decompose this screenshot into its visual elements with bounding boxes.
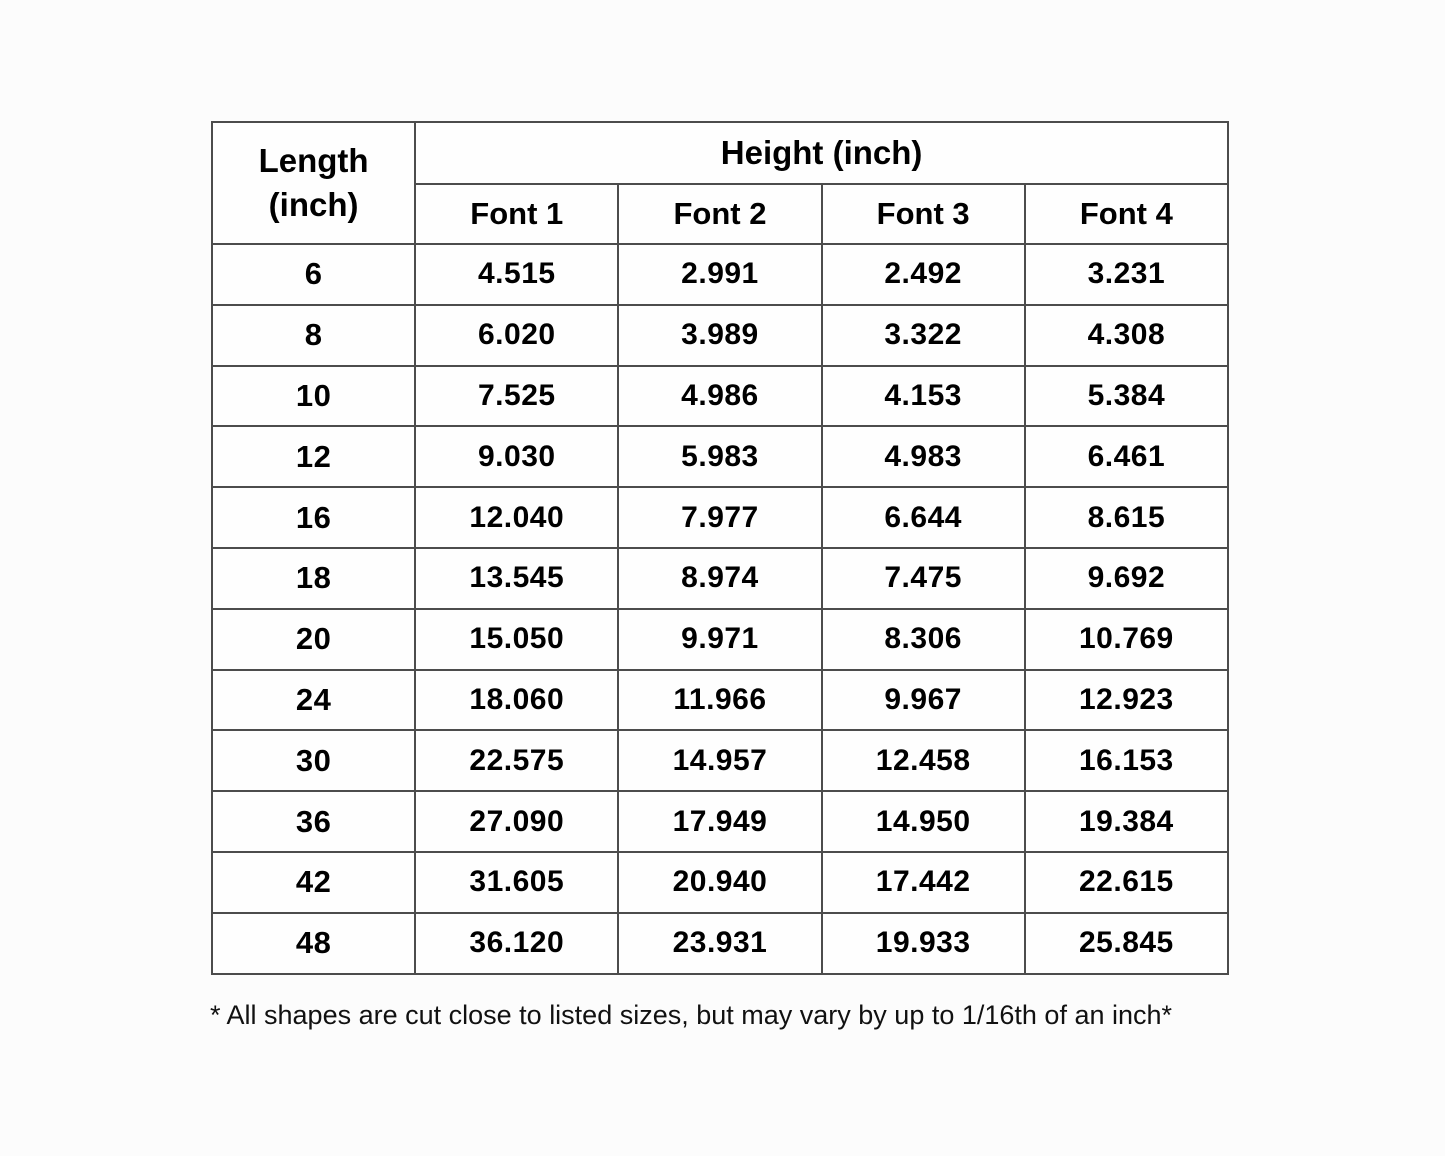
height-cell: 17.442: [822, 852, 1025, 913]
height-cell: 3.989: [618, 305, 821, 366]
height-cell: 9.971: [618, 609, 821, 670]
length-cell: 30: [212, 730, 415, 791]
height-cell: 3.231: [1025, 244, 1228, 305]
height-cell: 7.977: [618, 487, 821, 548]
height-cell: 8.306: [822, 609, 1025, 670]
height-cell: 9.967: [822, 670, 1025, 731]
table-row: [212, 730, 1228, 791]
length-cell: 16: [212, 487, 415, 548]
height-cell: 4.986: [618, 366, 821, 427]
height-cell: 9.030: [415, 426, 618, 487]
height-cell: 8.615: [1025, 487, 1228, 548]
length-cell: 48: [212, 913, 415, 974]
height-cell: 18.060: [415, 670, 618, 731]
height-cell: 20.940: [618, 852, 821, 913]
height-cell: 10.769: [1025, 609, 1228, 670]
height-cell: 17.949: [618, 791, 821, 852]
length-cell: 36: [212, 791, 415, 852]
height-cell: 7.475: [822, 548, 1025, 609]
height-cell: 19.933: [822, 913, 1025, 974]
table-row: [212, 913, 1228, 974]
length-cell: 10: [212, 366, 415, 427]
height-cell: 2.991: [618, 244, 821, 305]
table-row: [212, 609, 1228, 670]
length-cell: 20: [212, 609, 415, 670]
height-cell: 4.983: [822, 426, 1025, 487]
height-cell: 13.545: [415, 548, 618, 609]
length-cell: 8: [212, 305, 415, 366]
height-cell: 5.983: [618, 426, 821, 487]
height-cell: 12.458: [822, 730, 1025, 791]
height-cell: 4.515: [415, 244, 618, 305]
length-cell: 12: [212, 426, 415, 487]
table-row: [212, 305, 1228, 366]
height-cell: 6.020: [415, 305, 618, 366]
height-cell: 22.575: [415, 730, 618, 791]
size-chart-table: [211, 121, 1229, 975]
height-cell: 4.153: [822, 366, 1025, 427]
height-cell: 6.644: [822, 487, 1025, 548]
length-cell: 6: [212, 244, 415, 305]
font-2-header: Font 2: [618, 184, 821, 244]
height-cell: 12.040: [415, 487, 618, 548]
height-cell: 4.308: [1025, 305, 1228, 366]
table-row: [212, 244, 1228, 305]
height-cell: 6.461: [1025, 426, 1228, 487]
length-header-cell: [212, 122, 415, 244]
table-row: [212, 366, 1228, 427]
table-row: [212, 670, 1228, 731]
height-cell: 16.153: [1025, 730, 1228, 791]
length-cell: 18: [212, 548, 415, 609]
height-cell: 12.923: [1025, 670, 1228, 731]
footnote: * All shapes are cut close to listed sizes, but may vary by up to 1/16th of an inch*: [210, 1000, 1173, 1030]
table-row: [212, 791, 1228, 852]
length-header-line2: (inch): [268, 186, 359, 223]
height-cell: 7.525: [415, 366, 618, 427]
table-row: [212, 426, 1228, 487]
height-cell: 9.692: [1025, 548, 1228, 609]
font-1-header: Font 1: [415, 184, 618, 244]
height-cell: 27.090: [415, 791, 618, 852]
font-4-header: Font 4: [1025, 184, 1228, 244]
length-header-line1: Length: [258, 142, 369, 180]
font-3-header: Font 3: [822, 184, 1025, 244]
table-row: [212, 487, 1228, 548]
height-cell: 2.492: [822, 244, 1025, 305]
height-cell: 15.050: [415, 609, 618, 670]
height-cell: 3.322: [822, 305, 1025, 366]
height-cell: 8.974: [618, 548, 821, 609]
height-cell: 14.950: [822, 791, 1025, 852]
length-cell: 24: [212, 670, 415, 731]
height-cell: 14.957: [618, 730, 821, 791]
group-header-row: [212, 122, 1228, 184]
height-cell: 5.384: [1025, 366, 1228, 427]
height-cell: 31.605: [415, 852, 618, 913]
height-cell: 25.845: [1025, 913, 1228, 974]
height-cell: 22.615: [1025, 852, 1228, 913]
table-row: [212, 548, 1228, 609]
height-group-header: Height (inch): [415, 122, 1228, 184]
height-cell: 36.120: [415, 913, 618, 974]
height-cell: 23.931: [618, 913, 821, 974]
height-cell: 19.384: [1025, 791, 1228, 852]
height-cell: 11.966: [618, 670, 821, 731]
length-cell: 42: [212, 852, 415, 913]
table-row: [212, 852, 1228, 913]
